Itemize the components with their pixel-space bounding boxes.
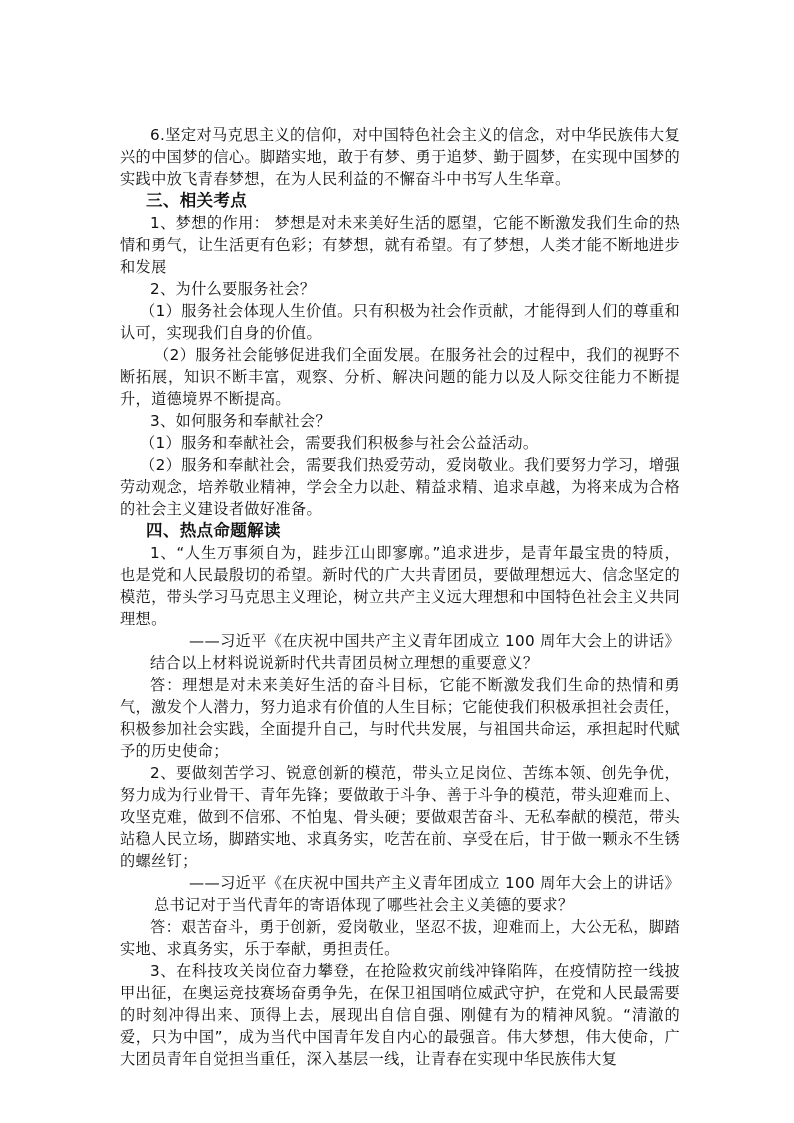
paragraph: 6.坚定对马克思主义的信仰，对中国特色社会主义的信念，对中华民族伟大复兴的中国梦的信心。脚踏实地，敢于有梦、勇于追梦、勤于圆梦，在实现中国梦的实践中放飞青春梦想，在为人民利益的不懈奋斗中书写人生华章。 — [120, 126, 680, 188]
paragraph: 答：艰苦奋斗，勇于创新，爱岗敬业，坚忍不拔，迎难而上，大公无私，脚踏实地、求真务实，乐于奉献，勇担责任。 — [120, 918, 680, 958]
document-page — [120, 124, 680, 1070]
paragraph: 1、梦想的作用： 梦想是对未来美好生活的愿望，它能不断激发我们生命的热情和勇气，让生活更有色彩；有梦想，就有希望。有了梦想，人类才能不断地进步和发展 — [120, 214, 680, 276]
paragraph: （1）服务和奉献社会，需要我们积极参与社会公益活动。 — [140, 434, 539, 452]
section-heading: 四、热点命题解读 — [146, 521, 281, 540]
paragraph: 答：理想是对未来美好生活的奋斗目标，它能不断激发我们生命的热情和勇气，激发个人潜力，努力追求有价值的人生目标；它能使我们积极承担社会责任，积极参加社会实践，全面提升自己，与时代共发展，与祖国共命运，承担起时代赋予的历史使命； — [120, 676, 680, 760]
source-citation: ——习近平《在庆祝中国共产主义青年团成立 100 周年大会上的讲话》 — [189, 632, 680, 650]
paragraph: （1）服务社会体现人生价值。只有积极为社会作贡献，才能得到人们的尊重和认可，实现我们自身的价值。 — [120, 302, 680, 342]
paragraph: 1、“人生万事须自为，跬步江山即寥廓。”追求进步，是青年最宝贵的特质，也是党和人民最殷切的希望。新时代的广大共青团员，要做理想远大、信念坚定的模范，带头学习马克思主义理论，树立共产主义远大理想和中国特色社会主义共同理想。 — [120, 544, 680, 628]
paragraph: （2）服务和奉献社会，需要我们热爱劳动，爱岗敬业。我们要努力学习，增强劳动观念，培养敬业精神，学会全力以赴、精益求精、追求卓越，为将来成为合格的社会主义建设者做好准备。 — [120, 456, 680, 518]
source-citation: ——习近平《在庆祝中国共产主义青年团成立 100 周年大会上的讲话》 — [189, 874, 680, 892]
paragraph: （2）服务社会能够促进我们全面发展。在服务社会的过程中，我们的视野不断拓展，知识不断丰富，观察、分析、解决问题的能力以及人际交往能力不断提升，道德境界不断提高。 — [120, 346, 680, 408]
paragraph: 总书记对于当代青年的寄语体现了哪些社会主义美德的要求？ — [154, 896, 574, 914]
paragraph: 2、为什么要服务社会？ — [150, 280, 316, 298]
paragraph: 结合以上材料说说新时代共青团员树立理想的重要意义？ — [150, 654, 539, 672]
paragraph: 3、如何服务和奉献社会？ — [150, 412, 331, 430]
paragraph: 2、要做刻苦学习、锐意创新的模范，带头立足岗位、苦练本领、创先争优，努力成为行业骨干、青年先锋；要做敢于斗争、善于斗争的模范，带头迎难而上、攻坚克难，做到不信邪、不怕鬼、骨头硬；要做艰苦奋斗、无私奉献的模范，带头站稳人民立场，脚踏实地、求真务实，吃苦在前、享受在后，甘于做一颗永不生锈的螺丝钉； — [120, 764, 680, 870]
paragraph: 3、在科技攻关岗位奋力攀登，在抢险救灾前线冲锋陷阵，在疫情防控一线披甲出征，在奥运竞技赛场奋勇争先，在保卫祖国哨位威武守护，在党和人民最需要的时刻冲得出来、顶得上去，展现出自信自强、刚健有为的精神风貌。“清澈的爱，只为中国”，成为当代中国青年发自内心的最强音。伟大梦想，伟大使命，广大团员青年自觉担当重任，深入基层一线，让青春在实现中华民族伟大复 — [120, 962, 680, 1068]
section-heading: 三、相关考点 — [146, 191, 248, 210]
